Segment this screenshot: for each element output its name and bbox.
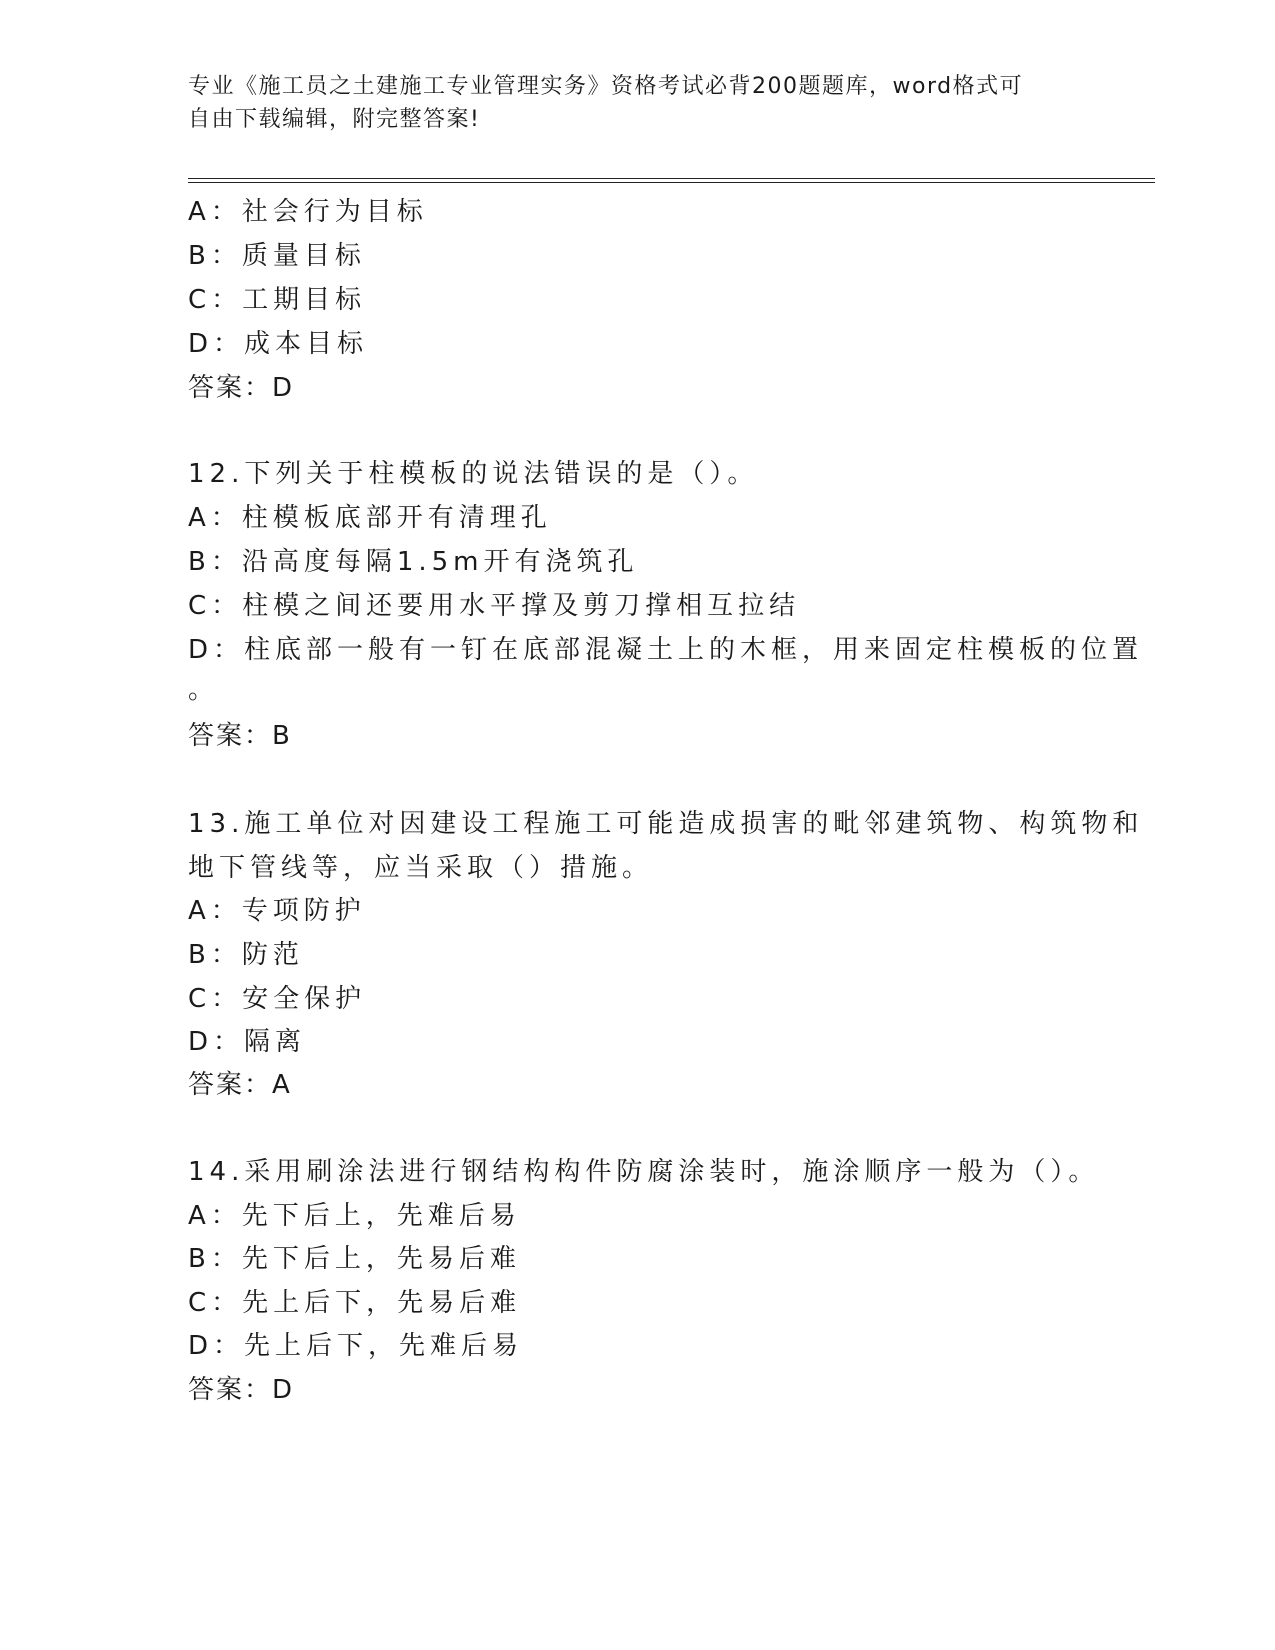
q11-option-c: C：工期目标: [188, 285, 367, 315]
q14-answer: 答案：D: [188, 1375, 295, 1405]
q14-option-c: C：先上后下，先易后难: [188, 1288, 522, 1318]
q13-option-d: D：隔离: [188, 1027, 307, 1057]
q13-stem-line-2: 地下管线等，应当采取（）措施。: [188, 853, 654, 883]
q12-stem: 12.下列关于柱模板的说法错误的是（）。: [188, 459, 759, 489]
q11-option-d: D：成本目标: [188, 329, 369, 359]
header-divider-bottom: [188, 182, 1155, 183]
header-line-1: 专业《施工员之土建施工专业管理实务》资格考试必背200题题库，word格式可: [188, 74, 1024, 99]
q14-option-a: A：先下后上，先难后易: [188, 1201, 521, 1231]
q13-answer: 答案：A: [188, 1070, 292, 1100]
q12-option-a: A：柱模板底部开有清理孔: [188, 503, 552, 533]
q12-option-b: B：沿高度每隔1.5m开有浇筑孔: [188, 547, 639, 577]
header-divider-top: [188, 178, 1155, 179]
header-line-2: 自由下载编辑，附完整答案!: [188, 107, 481, 132]
q14-option-b: B：先下后上，先易后难: [188, 1244, 521, 1274]
q14-stem: 14.采用刷涂法进行钢结构构件防腐涂装时，施涂顺序一般为（）。: [188, 1157, 1100, 1187]
q12-answer: 答案：B: [188, 721, 292, 751]
q13-stem-line-1: 13.施工单位对因建设工程施工可能造成损害的毗邻建筑物、构筑物和: [188, 809, 1144, 839]
q12-option-d-tail: 。: [188, 675, 220, 705]
q11-option-a: A：社会行为目标: [188, 197, 428, 227]
q14-option-d: D：先上后下，先难后易: [188, 1331, 524, 1361]
q12-option-c: C：柱模之间还要用水平撑及剪刀撑相互拉结: [188, 591, 801, 621]
q13-option-c: C：安全保护: [188, 984, 367, 1014]
q11-answer: 答案：D: [188, 373, 295, 403]
q13-option-b: B：防范: [188, 940, 304, 970]
q12-option-d: D：柱底部一般有一钉在底部混凝土上的木框，用来固定柱模板的位置: [188, 635, 1144, 665]
q13-option-a: A：专项防护: [188, 896, 366, 926]
document-header: [188, 70, 1088, 136]
q11-option-b: B：质量目标: [188, 241, 366, 271]
